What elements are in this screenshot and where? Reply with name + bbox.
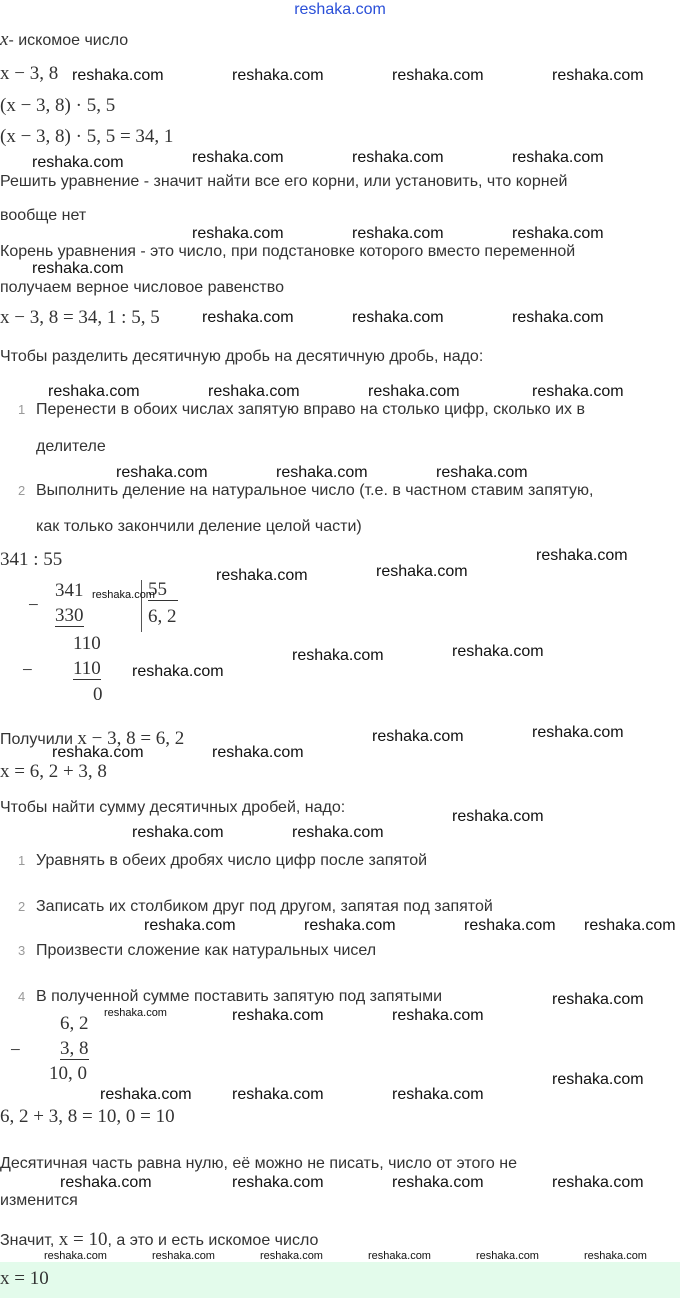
watermark: reshaka.com [352,225,444,242]
watermark: reshaka.com [44,1250,107,1262]
watermark: reshaka.com [392,67,484,84]
watermark: reshaka.com [132,824,224,841]
watermark: reshaka.com [48,383,140,400]
minus-sign: − [22,660,33,681]
conclusion [0,1230,318,1251]
list-item: Уравнять в обеих дробях число цифр после запятой [36,852,428,869]
remainder-2: 0 [93,684,103,705]
watermark: reshaka.com [464,917,556,934]
sign: − [10,1040,21,1061]
equation-sum: 6, 2 + 3, 8 = 10, 0 = 10 [0,1106,175,1127]
answer-value: x = 10 [0,1268,49,1289]
list-number: 3 [18,943,26,958]
list-item: В полученной сумме поставить запятую под запятыми [36,988,443,1005]
watermark: reshaka.com [92,589,155,601]
site-header-link[interactable]: reshaka.com [294,1,386,18]
watermark: reshaka.com [52,744,144,761]
paragraph-root-cont: получаем верное числовое равенство [0,279,284,296]
list-number: 2 [18,899,26,914]
watermark: reshaka.com [192,149,284,166]
watermark: reshaka.com [376,563,468,580]
list-item: Записать их столбиком друг под другом, запятая под запятой [36,898,493,915]
watermark: reshaka.com [232,1086,324,1103]
watermark: reshaka.com [104,1007,167,1019]
conclusion-equation: x = 10 [58,1229,108,1250]
addend-2: 3, 8 [60,1038,89,1059]
watermark: reshaka.com [584,917,676,934]
list-number: 1 [18,853,26,868]
list-number: 2 [18,483,26,498]
watermark: reshaka.com [392,1007,484,1024]
watermark: reshaka.com [372,728,464,745]
watermark: reshaka.com [392,1086,484,1103]
watermark: reshaka.com [232,1007,324,1024]
watermark: reshaka.com [304,917,396,934]
watermark: reshaka.com [260,1250,323,1262]
watermark: reshaka.com [512,149,604,166]
paragraph-root: Корень уравнения - это число, при подстановке которого вместо переменной [0,243,576,260]
watermark: reshaka.com [392,1174,484,1191]
paragraph-decimal: Десятичная часть равна нулю, её можно не писать, число от этого не [0,1155,517,1172]
variable-definition [0,30,128,50]
watermark: reshaka.com [536,547,628,564]
watermark: reshaka.com [512,225,604,242]
division-title: 341 : 55 [0,549,63,570]
list-item-cont: делителе [36,438,106,455]
sum-result: 10, 0 [49,1063,87,1084]
watermark: reshaka.com [232,67,324,84]
watermark: reshaka.com [368,1250,431,1262]
watermark: reshaka.com [532,383,624,400]
conclusion-pre: Значит, [0,1232,59,1249]
divisor: 55 [148,580,178,601]
list-item-cont: как только закончили деление целой части) [36,518,362,535]
watermark: reshaka.com [552,1071,644,1088]
remainder-1: 110 [73,633,101,654]
variable-x: x [0,29,9,50]
quotient: 6, 2 [148,606,177,627]
watermark: reshaka.com [452,808,544,825]
watermark: reshaka.com [276,464,368,481]
watermark: reshaka.com [208,383,300,400]
watermark: reshaka.com [292,647,384,664]
watermark: reshaka.com [216,567,308,584]
answer-box [0,1262,680,1298]
watermark: reshaka.com [152,1250,215,1262]
watermark: reshaka.com [32,260,124,277]
expression-1: x − 3, 8 [0,63,59,84]
watermark: reshaka.com [368,383,460,400]
watermark: reshaka.com [352,309,444,326]
equation-step-2: x = 6, 2 + 3, 8 [0,761,107,782]
list-number: 4 [18,989,26,1004]
watermark: reshaka.com [452,643,544,660]
conclusion-post: , а это и есть искомое число [107,1232,319,1249]
result-label: Получили [0,731,78,748]
watermark: reshaka.com [100,1086,192,1103]
definition-text: - искомое число [8,32,129,49]
list-number: 1 [18,402,26,417]
watermark: reshaka.com [436,464,528,481]
paragraph-division-intro: Чтобы разделить десятичную дробь на десятичную дробь, надо: [0,348,484,365]
watermark: reshaka.com [60,1174,152,1191]
watermark: reshaka.com [192,225,284,242]
paragraph-solve-cont: вообще нет [0,207,87,224]
subtrahend-2: 110 [73,658,101,679]
paragraph-sum-intro: Чтобы найти сумму десятичных дробей, надо: [0,799,346,816]
paragraph-decimal-cont: изменится [0,1192,78,1209]
watermark: reshaka.com [116,464,208,481]
watermark: reshaka.com [552,67,644,84]
watermark: reshaka.com [32,154,124,171]
watermark: reshaka.com [352,149,444,166]
equation-main: (x − 3, 8) · 5, 5 = 34, 1 [0,126,174,147]
watermark: reshaka.com [476,1250,539,1262]
watermark: reshaka.com [232,1174,324,1191]
watermark: reshaka.com [552,1174,644,1191]
division-bar [141,580,142,632]
dividend: 341 [55,580,84,601]
watermark: reshaka.com [292,824,384,841]
list-item: Произвести сложение как натуральных чисел [36,942,377,959]
watermark: reshaka.com [132,663,224,680]
watermark: reshaka.com [202,309,294,326]
list-item: Выполнить деление на натуральное число (т.е. в частном ставим запятую, [36,482,594,499]
watermark: reshaka.com [72,67,164,84]
equation-step-1: x − 3, 8 = 34, 1 : 5, 5 [0,307,160,328]
addend-1: 6, 2 [60,1013,89,1034]
subtrahend-1: 330 [55,605,84,626]
watermark: reshaka.com [584,1250,647,1262]
list-item: Перенести в обоих числах запятую вправо на столько цифр, сколько их в [36,401,585,418]
paragraph-solve: Решить уравнение - значит найти все его корни, или установить, что корней [0,173,568,190]
result-equation: x − 3, 8 = 6, 2 [77,728,185,749]
minus-sign: − [28,595,39,616]
expression-2: (x − 3, 8) · 5, 5 [0,95,116,116]
watermark: reshaka.com [212,744,304,761]
watermark: reshaka.com [512,309,604,326]
watermark: reshaka.com [144,917,236,934]
watermark: reshaka.com [532,724,624,741]
watermark: reshaka.com [552,991,644,1008]
